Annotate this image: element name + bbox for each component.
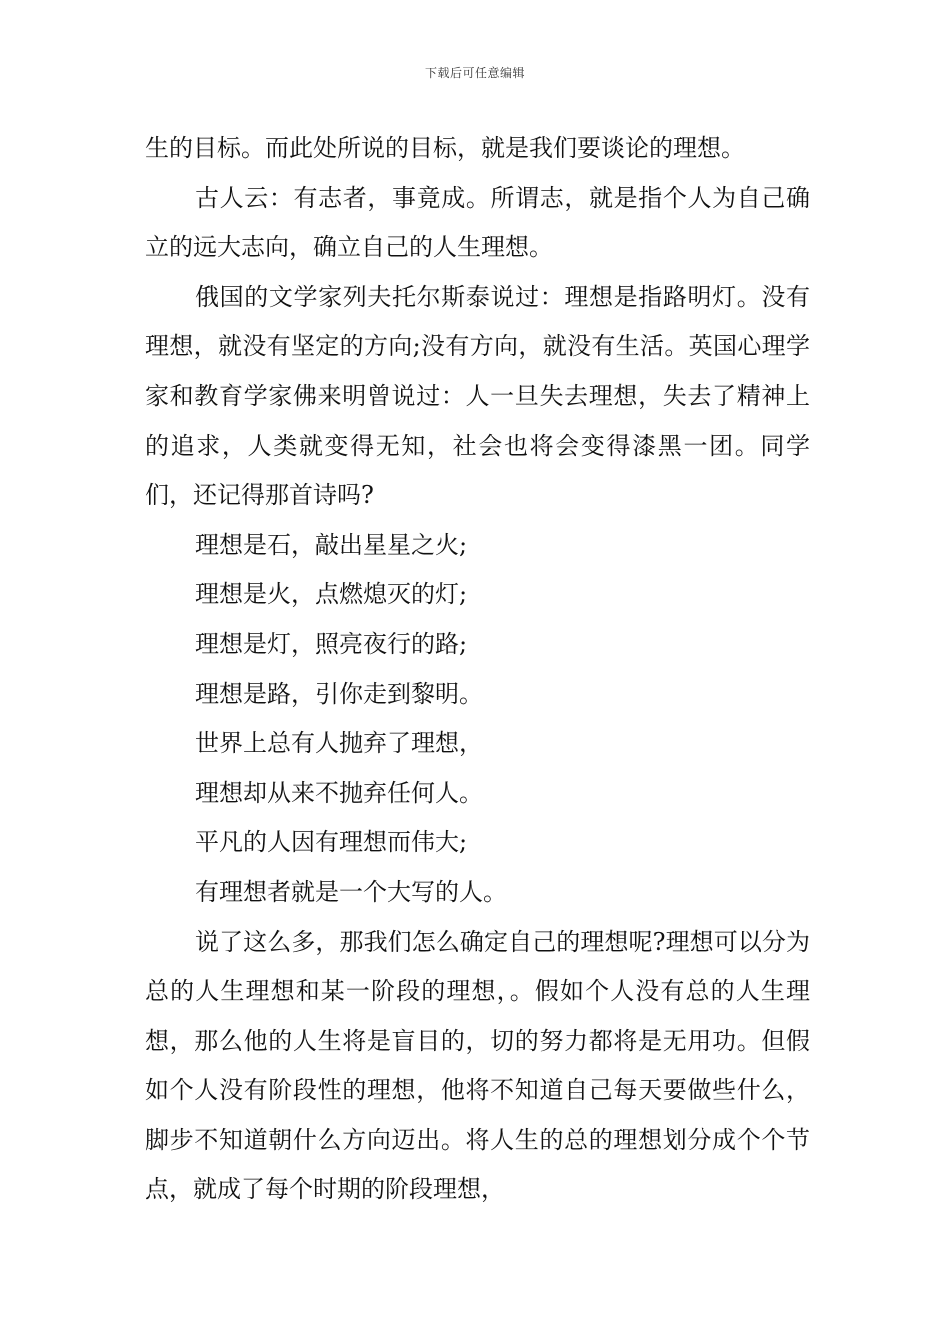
poem <box>145 521 810 918</box>
poem-line: 理想是灯，照亮夜行的路; <box>195 629 468 658</box>
page-header: 下载后可任意编辑 <box>424 66 525 80</box>
document-body <box>145 124 810 1215</box>
poem-line: 有理想者就是一个大写的人。 <box>195 877 507 906</box>
poem-line: 世界上总有人抛弃了理想， <box>195 729 483 758</box>
paragraph-ancient-saying: 古人云：有志者，事竟成。所谓志，就是指个人为自己确立的远大志向，确立自己的人生理想。 <box>145 183 810 262</box>
paragraph-tolstoy-quote: 俄国的文学家列夫托尔斯泰说过：理想是指路明灯。没有理想，就没有坚定的方向;没有方向，就没有生活。英国心理学家和教育学家佛来明曾说过：人一旦失去理想，失去了精神上的追求，人类就变得无知，社会也将会变得漆黑一团。同学们，还记得那首诗吗? <box>145 282 810 510</box>
poem-line: 理想却从来不抛弃任何人。 <box>195 778 483 807</box>
poem-line: 理想是路，引你走到黎明。 <box>195 679 483 708</box>
poem-line: 平凡的人因有理想而伟大; <box>195 828 468 857</box>
paragraph-determine-ideal: 说了这么多，那我们怎么确定自己的理想呢?理想可以分为总的人生理想和某一阶段的理想，。假如个人没有总的人生理想，那么他的人生将是盲目的，切的努力都将是无用功。但假如个人没有阶段性的理想，他将不知道自己每天要做些什么，脚步不知道朝什么方向迈出。将人生的总的理想划分成个个节点，就成了每个时期的阶段理想， <box>145 927 810 1204</box>
poem-line: 理想是火，点燃熄灭的灯; <box>195 580 468 609</box>
poem-line: 理想是石，敲出星星之火; <box>195 530 468 559</box>
paragraph-continuation: 生的目标。而此处所说的目标，就是我们要谈论的理想。 <box>145 134 745 162</box>
